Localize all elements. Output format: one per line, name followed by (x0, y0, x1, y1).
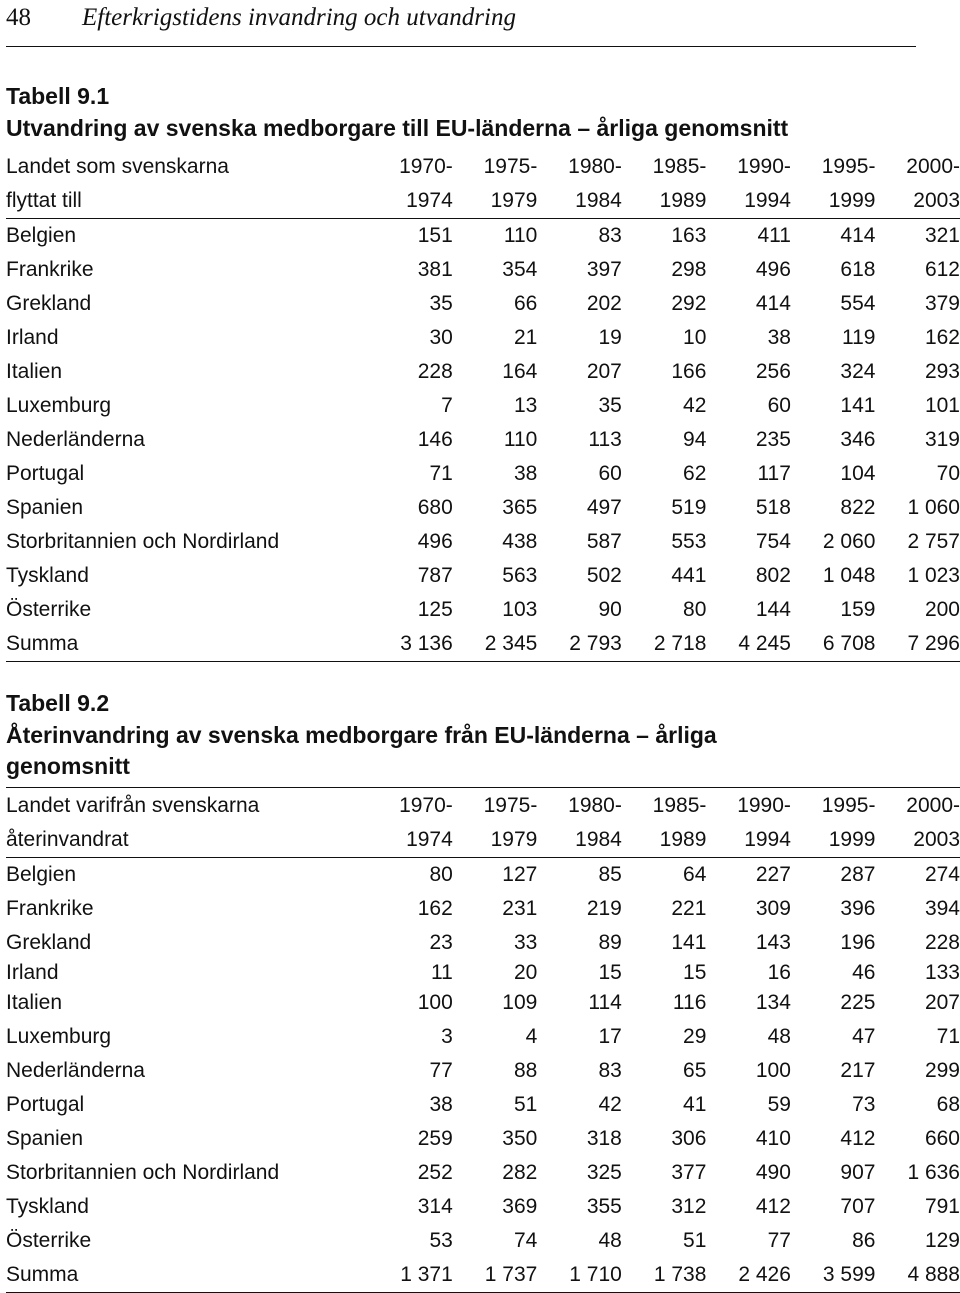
column-header: 1974 (368, 823, 453, 858)
value-cell: 33 (513, 931, 538, 954)
table-row (6, 457, 960, 491)
value-cell: 2 345 (453, 627, 538, 662)
column-header: 1995- (821, 155, 876, 178)
value-cell: 293 (924, 360, 960, 383)
country-cell: Österrike (6, 1229, 92, 1252)
table1-header-row-2 (6, 184, 960, 219)
country-cell: Spanien (6, 1127, 84, 1150)
value-cell: 3 (441, 1025, 453, 1048)
table-row (6, 593, 960, 627)
table1-header-row-1 (6, 150, 960, 184)
value-cell: 519 (671, 496, 707, 519)
value-cell: 29 (683, 1025, 707, 1048)
value-cell: 17 (598, 1025, 622, 1048)
value-cell: 822 (840, 496, 876, 519)
value-cell: 13 (513, 394, 538, 417)
value-cell: 1 048 (822, 564, 876, 587)
value-cell: 35 (429, 292, 453, 315)
table-row (6, 892, 960, 926)
value-cell: 207 (586, 360, 622, 383)
value-cell: 20 (513, 961, 538, 984)
value-cell: 292 (671, 292, 707, 315)
value-cell: 166 (671, 360, 707, 383)
value-cell: 133 (924, 961, 960, 984)
value-cell: 350 (502, 1127, 538, 1150)
table1 (6, 150, 960, 662)
value-cell: 159 (840, 598, 876, 621)
value-cell: 518 (755, 496, 791, 519)
value-cell: 94 (683, 428, 707, 451)
value-cell: 309 (755, 897, 791, 920)
table1-title: Utvandring av svenska medborgare till EU-länderna – årliga genomsnitt (6, 115, 789, 141)
value-cell: 907 (840, 1161, 876, 1184)
table2-title-line-1: Återinvandring av svenska medborgare från EU-länderna – årliga (6, 722, 717, 748)
country-cell: Storbritannien och Nordirland (6, 530, 280, 553)
value-cell: 101 (924, 394, 960, 417)
value-cell: 48 (767, 1025, 791, 1048)
value-cell: 306 (671, 1127, 707, 1150)
value-cell: 30 (429, 326, 453, 349)
value-cell: 6 708 (791, 627, 876, 662)
table-row (6, 559, 960, 593)
value-cell: 231 (502, 897, 538, 920)
column-header: 1974 (368, 184, 453, 219)
country-cell: Nederländerna (6, 428, 145, 451)
value-cell: 2 793 (537, 627, 622, 662)
country-cell: Belgien (6, 224, 77, 247)
value-cell: 66 (513, 292, 538, 315)
value-cell: 228 (924, 931, 960, 954)
value-cell: 11 (430, 961, 453, 984)
value-cell: 38 (767, 326, 791, 349)
value-cell: 1 636 (907, 1161, 960, 1184)
value-cell: 164 (502, 360, 538, 383)
country-cell: Portugal (6, 462, 85, 485)
country-cell: Nederländerna (6, 1059, 145, 1082)
value-cell: 86 (852, 1229, 876, 1252)
value-cell: 227 (755, 863, 791, 886)
value-cell: 162 (924, 326, 960, 349)
country-cell: Frankrike (6, 258, 94, 281)
value-cell: 299 (924, 1059, 960, 1082)
value-cell: 312 (671, 1195, 707, 1218)
country-cell: Belgien (6, 863, 77, 886)
value-cell: 68 (936, 1093, 960, 1116)
value-cell: 2 426 (706, 1258, 791, 1293)
value-cell: 51 (513, 1093, 538, 1116)
value-cell: 219 (586, 897, 622, 920)
value-cell: 202 (586, 292, 622, 315)
value-cell: 64 (683, 863, 707, 886)
value-cell: 129 (924, 1229, 960, 1252)
value-cell: 381 (417, 258, 453, 281)
table-row (6, 1122, 960, 1156)
running-title: Efterkrigstidens invandring och utvandring (82, 4, 516, 31)
value-cell: 612 (924, 258, 960, 281)
column-header: återinvandrat (6, 823, 368, 858)
country-cell: Österrike (6, 598, 92, 621)
value-cell: 104 (840, 462, 876, 485)
value-cell: 365 (502, 496, 538, 519)
country-cell: Luxemburg (6, 394, 112, 417)
table-row (6, 960, 960, 986)
value-cell: 787 (417, 564, 453, 587)
value-cell: 259 (417, 1127, 453, 1150)
value-cell: 791 (924, 1195, 960, 1218)
value-cell: 7 296 (875, 627, 960, 662)
value-cell: 496 (417, 530, 453, 553)
value-cell: 77 (429, 1059, 453, 1082)
value-cell: 1 023 (907, 564, 960, 587)
country-cell: Italien (6, 991, 63, 1014)
value-cell: 41 (683, 1093, 707, 1116)
value-cell: 411 (757, 224, 791, 247)
value-cell: 60 (767, 394, 791, 417)
table-row (6, 1020, 960, 1054)
value-cell: 83 (598, 224, 622, 247)
value-cell: 162 (417, 897, 453, 920)
value-cell: 438 (502, 530, 538, 553)
value-cell: 146 (417, 428, 453, 451)
value-cell: 116 (672, 991, 707, 1014)
table2 (6, 789, 960, 1293)
value-cell: 100 (417, 991, 453, 1014)
value-cell: 502 (586, 564, 622, 587)
value-cell: 88 (513, 1059, 538, 1082)
column-header: flyttat till (6, 184, 368, 219)
value-cell: 228 (417, 360, 453, 383)
table-row (6, 858, 960, 893)
value-cell: 85 (598, 863, 622, 886)
value-cell: 60 (598, 462, 622, 485)
table-row (6, 355, 960, 389)
table-row (6, 389, 960, 423)
value-cell: 321 (924, 224, 960, 247)
value-cell: 2 718 (622, 627, 707, 662)
value-cell: 553 (671, 530, 707, 553)
value-cell: 141 (671, 931, 707, 954)
column-header: 1970- (399, 794, 453, 817)
country-cell: Luxemburg (6, 1025, 112, 1048)
table-row (6, 926, 960, 960)
value-cell: 15 (598, 961, 622, 984)
column-header: 1980- (568, 794, 622, 817)
country-cell: Summa (6, 627, 368, 662)
value-cell: 319 (924, 428, 960, 451)
value-cell: 412 (840, 1127, 876, 1150)
value-cell: 21 (513, 326, 538, 349)
value-cell: 274 (924, 863, 960, 886)
value-cell: 2 757 (907, 530, 960, 553)
column-header: 1984 (537, 823, 622, 858)
table-row (6, 1088, 960, 1122)
value-cell: 207 (924, 991, 960, 1014)
column-header: 1989 (622, 823, 707, 858)
value-cell: 47 (852, 1025, 876, 1048)
value-cell: 1 737 (453, 1258, 538, 1293)
country-cell: Tyskland (6, 564, 89, 587)
value-cell: 369 (502, 1195, 538, 1218)
value-cell: 587 (586, 530, 622, 553)
value-cell: 4 245 (706, 627, 791, 662)
value-cell: 490 (755, 1161, 791, 1184)
column-header: Landet varifrån svenskarna (6, 794, 260, 817)
value-cell: 110 (503, 224, 538, 247)
value-cell: 53 (429, 1229, 453, 1252)
table2-header-row-1 (6, 789, 960, 823)
country-cell: Grekland (6, 931, 92, 954)
table2-top-rule (6, 787, 960, 788)
value-cell: 35 (598, 394, 622, 417)
value-cell: 252 (417, 1161, 453, 1184)
value-cell: 355 (586, 1195, 622, 1218)
table-row (6, 423, 960, 457)
value-cell: 113 (588, 428, 622, 451)
value-cell: 3 599 (791, 1258, 876, 1293)
table-row (6, 1190, 960, 1224)
value-cell: 59 (767, 1093, 791, 1116)
country-cell: Frankrike (6, 897, 94, 920)
value-cell: 217 (840, 1059, 876, 1082)
column-header: 1990- (737, 794, 791, 817)
country-cell: Spanien (6, 496, 84, 519)
table2-header-row-2 (6, 823, 960, 858)
value-cell: 90 (598, 598, 622, 621)
column-header: 1985- (652, 155, 707, 178)
value-cell: 196 (840, 931, 876, 954)
value-cell: 143 (755, 931, 791, 954)
value-cell: 1 710 (537, 1258, 622, 1293)
value-cell: 71 (429, 462, 453, 485)
column-header: 1994 (706, 823, 791, 858)
value-cell: 441 (671, 564, 707, 587)
value-cell: 19 (598, 326, 622, 349)
column-header: 1979 (453, 823, 538, 858)
value-cell: 100 (755, 1059, 791, 1082)
column-header: 2003 (875, 184, 960, 219)
value-cell: 618 (840, 258, 876, 281)
column-header: Landet som svenskarna (6, 155, 229, 178)
value-cell: 141 (840, 394, 876, 417)
table-row (6, 491, 960, 525)
value-cell: 412 (755, 1195, 791, 1218)
value-cell: 80 (429, 863, 453, 886)
value-cell: 1 060 (907, 496, 960, 519)
value-cell: 496 (755, 258, 791, 281)
value-cell: 51 (683, 1229, 707, 1252)
country-cell: Grekland (6, 292, 92, 315)
column-header: 1999 (791, 823, 876, 858)
value-cell: 127 (502, 863, 538, 886)
value-cell: 163 (671, 224, 707, 247)
value-cell: 4 888 (875, 1258, 960, 1293)
value-cell: 42 (683, 394, 707, 417)
value-cell: 109 (502, 991, 538, 1014)
table1-label: Tabell 9.1 (6, 83, 110, 109)
value-cell: 83 (598, 1059, 622, 1082)
value-cell: 221 (671, 897, 707, 920)
value-cell: 256 (755, 360, 791, 383)
value-cell: 15 (683, 961, 707, 984)
value-cell: 397 (586, 258, 622, 281)
table-row (6, 986, 960, 1020)
value-cell: 48 (598, 1229, 622, 1252)
table-row (6, 1156, 960, 1190)
value-cell: 23 (429, 931, 453, 954)
value-cell: 65 (683, 1059, 707, 1082)
column-header: 1995- (821, 794, 876, 817)
table-total-row (6, 1258, 960, 1293)
value-cell: 379 (924, 292, 960, 315)
value-cell: 7 (441, 394, 453, 417)
value-cell: 346 (840, 428, 876, 451)
value-cell: 80 (683, 598, 707, 621)
country-cell: Portugal (6, 1093, 85, 1116)
value-cell: 77 (767, 1229, 791, 1252)
value-cell: 125 (417, 598, 453, 621)
value-cell: 282 (502, 1161, 538, 1184)
value-cell: 38 (513, 462, 538, 485)
column-header: 1999 (791, 184, 876, 219)
column-header: 1989 (622, 184, 707, 219)
value-cell: 1 371 (368, 1258, 453, 1293)
value-cell: 235 (755, 428, 791, 451)
value-cell: 325 (586, 1161, 622, 1184)
table-total-row (6, 627, 960, 662)
value-cell: 660 (924, 1127, 960, 1150)
column-header: 1985- (652, 794, 707, 817)
table-row (6, 287, 960, 321)
value-cell: 554 (840, 292, 876, 315)
column-header: 1980- (568, 155, 622, 178)
value-cell: 42 (598, 1093, 622, 1116)
column-header: 2000- (906, 155, 960, 178)
value-cell: 134 (755, 991, 791, 1014)
value-cell: 117 (757, 462, 791, 485)
page-number: 48 (6, 4, 31, 31)
value-cell: 324 (840, 360, 876, 383)
value-cell: 73 (852, 1093, 876, 1116)
column-header: 1984 (537, 184, 622, 219)
value-cell: 298 (671, 258, 707, 281)
value-cell: 38 (429, 1093, 453, 1116)
value-cell: 396 (840, 897, 876, 920)
value-cell: 1 738 (622, 1258, 707, 1293)
table-row (6, 1224, 960, 1258)
column-header: 1970- (399, 155, 453, 178)
value-cell: 110 (503, 428, 538, 451)
value-cell: 394 (924, 897, 960, 920)
column-header: 2003 (875, 823, 960, 858)
country-cell: Storbritannien och Nordirland (6, 1161, 280, 1184)
column-header: 1994 (706, 184, 791, 219)
country-cell: Italien (6, 360, 63, 383)
value-cell: 377 (671, 1161, 707, 1184)
value-cell: 497 (586, 496, 622, 519)
value-cell: 414 (840, 224, 876, 247)
running-head (6, 0, 916, 47)
value-cell: 119 (841, 326, 876, 349)
value-cell: 410 (755, 1127, 791, 1150)
column-header: 1975- (483, 794, 538, 817)
table-row (6, 1054, 960, 1088)
country-cell: Irland (6, 961, 59, 984)
value-cell: 680 (417, 496, 453, 519)
value-cell: 3 136 (368, 627, 453, 662)
country-cell: Summa (6, 1258, 368, 1293)
value-cell: 200 (924, 598, 960, 621)
value-cell: 802 (755, 564, 791, 587)
value-cell: 314 (417, 1195, 453, 1218)
value-cell: 114 (588, 991, 622, 1014)
value-cell: 151 (417, 224, 453, 247)
value-cell: 71 (936, 1025, 960, 1048)
column-header: 1979 (453, 184, 538, 219)
value-cell: 563 (502, 564, 538, 587)
value-cell: 103 (502, 598, 538, 621)
value-cell: 144 (755, 598, 791, 621)
column-header: 1990- (737, 155, 791, 178)
value-cell: 4 (525, 1025, 538, 1048)
value-cell: 10 (683, 326, 707, 349)
country-cell: Tyskland (6, 1195, 89, 1218)
value-cell: 754 (755, 530, 791, 553)
value-cell: 414 (755, 292, 791, 315)
column-header: 2000- (906, 794, 960, 817)
value-cell: 318 (586, 1127, 622, 1150)
table-row (6, 525, 960, 559)
value-cell: 2 060 (822, 530, 876, 553)
table2-label: Tabell 9.2 (6, 690, 110, 716)
value-cell: 354 (502, 258, 538, 281)
table-row (6, 219, 960, 254)
value-cell: 707 (840, 1195, 876, 1218)
table2-title-line-2: genomsnitt (6, 753, 130, 779)
table-row (6, 253, 960, 287)
value-cell: 16 (767, 961, 791, 984)
table-row (6, 321, 960, 355)
column-header: 1975- (483, 155, 538, 178)
country-cell: Irland (6, 326, 59, 349)
value-cell: 46 (852, 961, 876, 984)
value-cell: 74 (513, 1229, 538, 1252)
value-cell: 70 (936, 462, 960, 485)
value-cell: 225 (840, 991, 876, 1014)
value-cell: 89 (598, 931, 622, 954)
value-cell: 287 (840, 863, 876, 886)
value-cell: 62 (683, 462, 707, 485)
